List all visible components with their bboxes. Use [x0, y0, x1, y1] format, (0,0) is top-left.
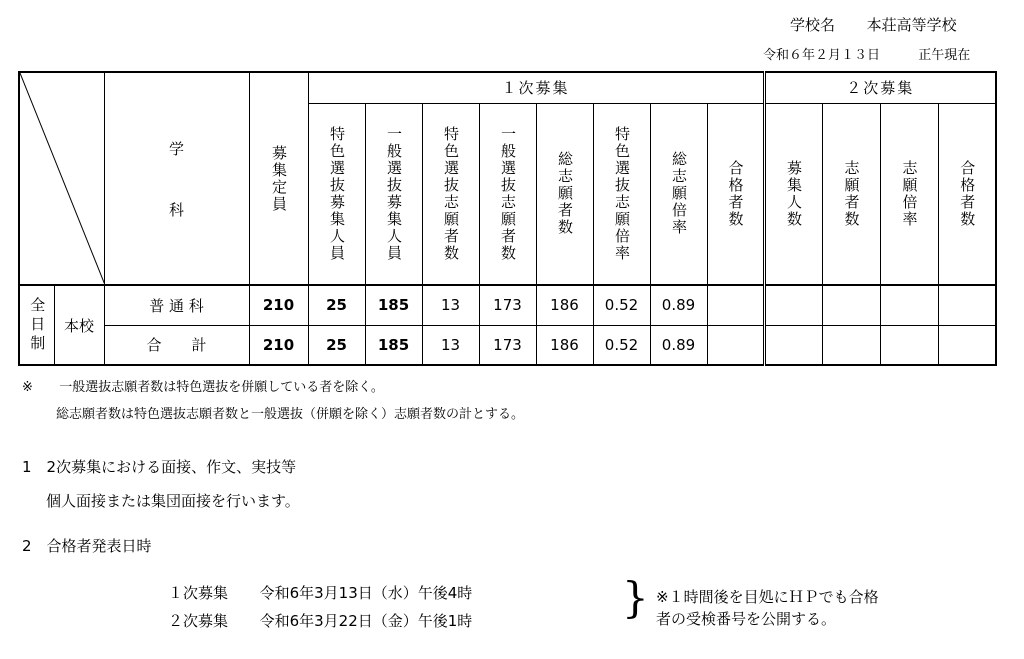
col-header-text: 特色選抜志願倍率: [613, 125, 631, 262]
r2-bairitsu-cell: [880, 285, 938, 325]
ippan-shigan-cell: [479, 325, 536, 365]
dept-header-1: 学: [168, 139, 184, 158]
round1-header-cell: [308, 72, 764, 103]
tokushoku-shigan-cell: [422, 285, 479, 325]
right-brace: }: [622, 573, 649, 622]
note-text-1: 一般選抜志願者数は特色選抜を併願している者を除く。: [59, 380, 384, 395]
tokushoku-bairitsu-cell: [593, 325, 650, 365]
gokaku-cell: [707, 285, 764, 325]
quota-value: 210: [262, 296, 295, 315]
col-header-text: 志願倍率: [900, 159, 919, 228]
announce-note-1: ※１時間後を目処にＨＰでも合格: [656, 588, 879, 606]
tokushoku-shigan-value: 13: [440, 296, 461, 315]
time-note: 正午現在: [918, 48, 971, 63]
dept-header-2: 科: [168, 200, 184, 219]
school-name-line: [790, 14, 957, 35]
dept-name: 合 計: [146, 336, 207, 355]
campus: 本校: [63, 316, 94, 335]
campus-cell: [54, 285, 104, 365]
total-bairitsu-cell: [650, 325, 707, 365]
total-shigan-value: 186: [550, 296, 579, 315]
col-header-gokaku: [707, 103, 764, 285]
r2-shigan-cell: [822, 285, 880, 325]
col-header-text: 総志願倍率: [670, 151, 688, 237]
announce-note-2: 者の受検番号を公開する。: [656, 610, 837, 628]
col-header-text: 一般選抜志願者数: [499, 125, 517, 262]
dept-header-cell: [104, 72, 249, 285]
ippan-shigan-value: 173: [493, 335, 522, 354]
ippan-boshu-cell: [365, 285, 422, 325]
total-bairitsu-value: 0.89: [661, 296, 696, 315]
note-line-1: [22, 376, 384, 395]
col-header-text: 特色選抜募集人員: [328, 125, 346, 262]
diagonal-corner-cell: [19, 72, 104, 285]
announce-round2-datetime: 令和6年3月22日（金）午後1時: [259, 612, 473, 630]
col-header-text: 特色選抜志願者数: [442, 125, 460, 262]
total-shigan-value: 186: [550, 335, 579, 354]
quota-header: 募集定員: [270, 144, 288, 213]
col-header-r2-boshu: [764, 103, 822, 285]
section1-heading: 1 2次募集における面接、作文、実技等: [22, 458, 297, 476]
tokushoku-boshu-value: 25: [326, 296, 347, 315]
col-header-text: 募集人数: [785, 159, 803, 228]
col-header-tokushoku-bairitsu: [593, 103, 650, 285]
ippan-shigan-value: 173: [493, 296, 522, 315]
round2-header-cell: [764, 72, 996, 103]
total-shigan-cell: [536, 285, 593, 325]
tokushoku-bairitsu-value: 0.52: [604, 296, 639, 315]
quota-cell: [249, 285, 308, 325]
diagonal-line: [20, 73, 105, 285]
note-mark: ※: [22, 380, 33, 395]
r2-boshu-cell: [764, 325, 822, 365]
ippan-boshu-cell: [365, 325, 422, 365]
col-header-r2-bairitsu: [880, 103, 938, 285]
col-header-tokushoku-boshu: [308, 103, 365, 285]
application-table: [18, 71, 997, 366]
section1-body: 個人面接または集団面接を行います。: [46, 492, 300, 510]
tokushoku-shigan-value: 13: [440, 335, 461, 354]
quota-cell: [249, 325, 308, 365]
tokushoku-boshu-cell: [308, 285, 365, 325]
r2-bairitsu-cell: [880, 325, 938, 365]
gokaku-cell: [707, 325, 764, 365]
col-header-ippan-shigan: [479, 103, 536, 285]
note-line-2: [56, 403, 524, 422]
dept-name: 普 通 科: [149, 296, 204, 315]
col-header-total-shigan: [536, 103, 593, 285]
school-name: 本荘高等学校: [866, 16, 957, 34]
course-type-cell: [19, 285, 54, 365]
ippan-shigan-cell: [479, 285, 536, 325]
report-date-line: [763, 44, 970, 63]
tokushoku-bairitsu-value: 0.52: [604, 335, 639, 354]
ippan-boshu-value: 185: [377, 296, 410, 315]
announce-round2-label: ２次募集: [168, 612, 229, 630]
col-header-text: 合格者数: [958, 159, 977, 228]
announce-round1-datetime: 令和6年3月13日（水）午後4時: [259, 584, 473, 602]
dept-cell: [104, 325, 249, 365]
col-header-text: 合格者数: [726, 159, 745, 228]
tokushoku-boshu-cell: [308, 325, 365, 365]
total-bairitsu-cell: [650, 285, 707, 325]
col-header-text: 総志願者数: [556, 151, 574, 237]
dept-cell: [104, 285, 249, 325]
quota-value: 210: [262, 335, 295, 354]
col-header-text: 一般選抜募集人員: [385, 125, 403, 262]
r2-shigan-cell: [822, 325, 880, 365]
tokushoku-bairitsu-cell: [593, 285, 650, 325]
quota-header-cell: [249, 72, 308, 285]
tokushoku-boshu-value: 25: [326, 335, 347, 354]
round1-header: １次募集: [501, 79, 570, 98]
col-header-tokushoku-shigan: [422, 103, 479, 285]
r2-gokaku-cell: [938, 325, 996, 365]
report-date: 令和６年２月１３日: [763, 48, 881, 63]
r2-gokaku-cell: [938, 285, 996, 325]
announce-round1-label: １次募集: [168, 584, 229, 602]
school-label: 学校名: [790, 16, 836, 34]
note-text-2: 総志願者数は特色選抜志願者数と一般選抜（併願を除く）志願者数の計とする。: [56, 407, 525, 422]
col-header-text: 志願者数: [842, 159, 861, 228]
total-shigan-cell: [536, 325, 593, 365]
table-row: [19, 325, 996, 365]
announce-round1: [168, 582, 472, 603]
col-header-r2-shigan: [822, 103, 880, 285]
col-header-r2-gokaku: [938, 103, 996, 285]
col-header-total-bairitsu: [650, 103, 707, 285]
r2-boshu-cell: [764, 285, 822, 325]
ippan-boshu-value: 185: [377, 335, 410, 354]
course-type: 全日制: [28, 296, 47, 354]
announce-round2: [168, 610, 472, 631]
total-bairitsu-value: 0.89: [661, 335, 696, 354]
table-row: [19, 285, 996, 325]
tokushoku-shigan-cell: [422, 325, 479, 365]
col-header-ippan-boshu: [365, 103, 422, 285]
section2-heading: 2 合格者発表日時: [22, 537, 152, 555]
round2-header: ２次募集: [846, 79, 915, 98]
